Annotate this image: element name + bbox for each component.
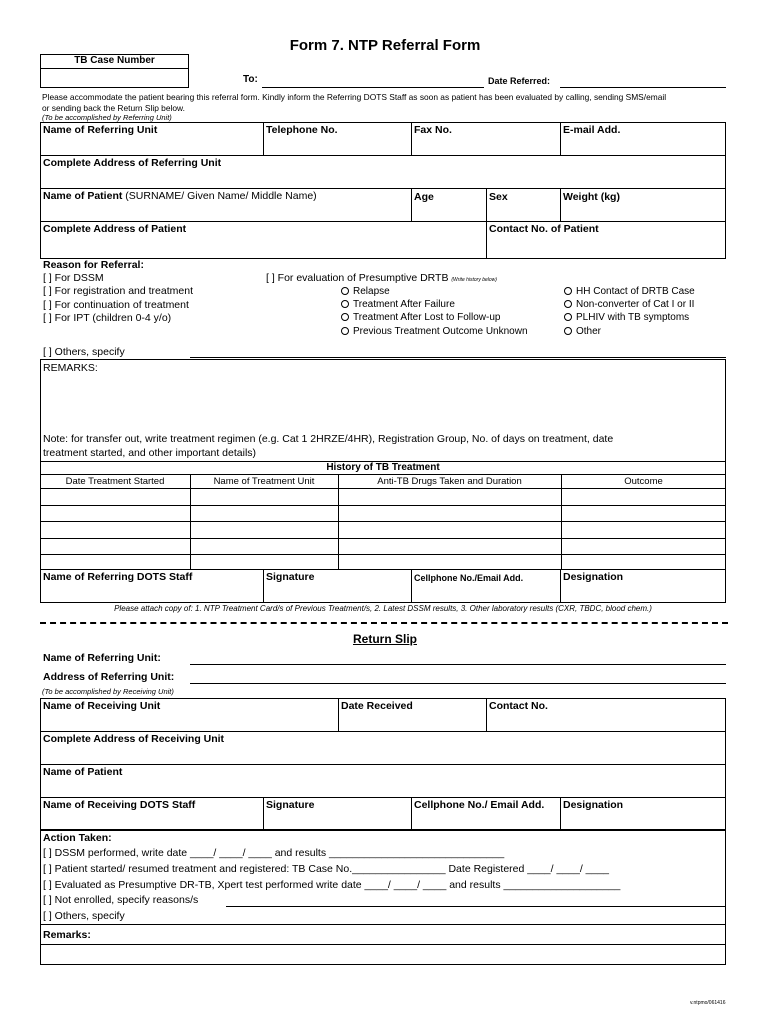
cut-line	[40, 622, 728, 624]
transfer-note: Note: for transfer out, write treatment regimen (e.g. Cat 1 2HRZE/4HR), Registration Group, No. of days on treatment, date	[43, 433, 614, 445]
patient-address-label: Complete Address of Patient	[43, 223, 187, 235]
attach-note: Please attach copy of: 1. NTP Treatment Card/s of Previous Treatment/s, 2. Latest DSSM results, 3. Other laboratory results (CXR, TBDC, blood chem.)	[114, 604, 652, 613]
receiving-contact-label: Contact No.	[489, 700, 548, 712]
version-label: v.ntpmo/061416	[690, 1000, 726, 1006]
radio-circle-icon	[564, 287, 572, 295]
tb-case-number-field[interactable]	[41, 69, 188, 87]
receiving-staff-label: Name of Receiving DOTS Staff	[43, 799, 196, 811]
receiving-unit-label: Name of Receiving Unit	[43, 700, 161, 712]
referring-signature-label: Signature	[266, 571, 315, 583]
reason-registration-checkbox[interactable]: [ ] For registration and treatment	[43, 285, 193, 297]
radio-circle-icon	[341, 287, 349, 295]
return-referring-unit-field[interactable]	[190, 664, 726, 665]
referring-unit-name-label: Name of Referring Unit	[43, 124, 158, 136]
history-col-drugs: Anti-TB Drugs Taken and Duration	[377, 476, 522, 487]
table-row[interactable]	[41, 522, 725, 538]
reason-dssm-checkbox[interactable]: [ ] For DSSM	[43, 272, 104, 284]
radio-circle-icon	[564, 313, 572, 321]
after-ltfu-radio[interactable]: Treatment After Lost to Follow-up	[341, 312, 500, 323]
history-title: History of TB Treatment	[326, 462, 440, 473]
age-label: Age	[414, 191, 434, 203]
return-referring-unit-label: Name of Referring Unit:	[43, 652, 161, 664]
referring-cellphone-label: Cellphone No./Email Add.	[414, 573, 524, 583]
action-others-checkbox[interactable]: [ ] Others, specify	[43, 910, 125, 922]
receiving-address-label: Complete Address of Receiving Unit	[43, 733, 225, 745]
radio-circle-icon	[341, 313, 349, 321]
patient-contact-label: Contact No. of Patient	[489, 223, 599, 235]
instruction-text: Please accommodate the patient bearing this referral form. Kindly inform the Referring DOTS Staff as soon as patient has been evaluated by calling, sending SMS/email	[42, 92, 667, 102]
reason-drtb-checkbox[interactable]: [ ] For evaluation of Presumptive DRTB (Write history below)	[266, 272, 497, 284]
other-radio[interactable]: Other	[564, 326, 601, 337]
action-evaluated-checkbox[interactable]: [ ] Evaluated as Presumptive DR-TB, Xpert test performed write date ____/ ____/ ____ and results ____________________	[43, 879, 621, 891]
return-slip-title: Return Slip	[352, 632, 417, 646]
reason-ipt-checkbox[interactable]: [ ] For IPT (children 0-4 y/o)	[43, 312, 172, 324]
others-specify-field[interactable]	[190, 357, 726, 358]
accomplished-by-receiving-note: (To be accomplished by Receiving Unit)	[42, 687, 174, 696]
accomplished-by-referring-note: (To be accomplished by Referring Unit)	[42, 113, 172, 122]
to-label: To:	[243, 74, 258, 85]
table-row[interactable]	[41, 539, 725, 554]
referring-designation-label: Designation	[563, 571, 624, 583]
receiving-designation-label: Designation	[563, 799, 624, 811]
hh-contact-radio[interactable]: HH Contact of DRTB Case	[564, 286, 695, 297]
non-converter-radio[interactable]: Non-converter of Cat I or II	[564, 299, 694, 310]
table-row[interactable]	[41, 506, 725, 521]
receiving-signature-label: Signature	[266, 799, 315, 811]
patient-name-label: Name of Patient (SURNAME/ Given Name/ Middle Name)	[43, 190, 317, 202]
action-dssm-checkbox[interactable]: [ ] DSSM performed, write date ____/ ____/ ____ and results ______________________________	[43, 847, 505, 859]
history-col-name: Name of Treatment Unit	[213, 476, 315, 487]
weight-label: Weight (kg)	[563, 191, 620, 203]
fax-label: Fax No.	[414, 124, 452, 136]
referring-staff-label: Name of Referring DOTS Staff	[43, 571, 193, 583]
after-failure-radio[interactable]: Treatment After Failure	[341, 299, 455, 310]
radio-circle-icon	[341, 300, 349, 308]
history-col-date: Date Treatment Started	[65, 476, 165, 487]
radio-circle-icon	[564, 300, 572, 308]
instruction-text-2: or sending back the Return Slip below.	[42, 103, 185, 113]
reason-continuation-checkbox[interactable]: [ ] For continuation of treatment	[43, 299, 189, 311]
referring-unit-address-label: Complete Address of Referring Unit	[43, 157, 222, 169]
tb-case-number-label: TB Case Number	[74, 55, 155, 66]
history-col-outcome: Outcome	[624, 476, 663, 487]
remarks2-field[interactable]	[41, 945, 725, 964]
table-row[interactable]	[41, 489, 725, 505]
radio-circle-icon	[564, 327, 572, 335]
relapse-radio[interactable]: Relapse	[341, 286, 390, 297]
prev-unknown-radio[interactable]: Previous Treatment Outcome Unknown	[341, 326, 528, 337]
reason-others-checkbox[interactable]: [ ] Others, specify	[43, 346, 125, 358]
plhiv-radio[interactable]: PLHIV with TB symptoms	[564, 312, 689, 323]
action-not-enrolled-checkbox[interactable]: [ ] Not enrolled, specify reasons/s	[43, 894, 199, 906]
radio-circle-icon	[341, 327, 349, 335]
remarks-field[interactable]	[41, 376, 725, 432]
date-referred-label: Date Referred:	[488, 76, 551, 86]
remarks-label: REMARKS:	[43, 362, 98, 374]
email-label: E-mail Add.	[563, 124, 621, 136]
telephone-label: Telephone No.	[266, 124, 338, 136]
to-field[interactable]	[262, 87, 484, 88]
return-referring-address-field[interactable]	[190, 683, 726, 684]
action-title: Action Taken:	[43, 832, 112, 844]
reason-title: Reason for Referral:	[43, 259, 144, 271]
transfer-note-2: treatment started, and other important details)	[43, 447, 257, 459]
table-row[interactable]	[41, 555, 725, 569]
not-enrolled-field[interactable]	[226, 906, 726, 907]
sex-label: Sex	[489, 191, 508, 203]
page-title: Form 7. NTP Referral Form	[289, 37, 481, 54]
action-started-checkbox[interactable]: [ ] Patient started/ resumed treatment and registered: TB Case No.________________ Date Registered ____/ ____/ ____	[43, 863, 610, 875]
return-referring-address-label: Address of Referring Unit:	[43, 671, 175, 683]
date-referred-field[interactable]	[560, 87, 726, 88]
remarks2-label: Remarks:	[43, 929, 91, 941]
date-received-label: Date Received	[341, 700, 413, 712]
receiving-cellphone-label: Cellphone No./ Email Add.	[414, 799, 545, 811]
return-patient-name-label: Name of Patient	[43, 766, 123, 778]
